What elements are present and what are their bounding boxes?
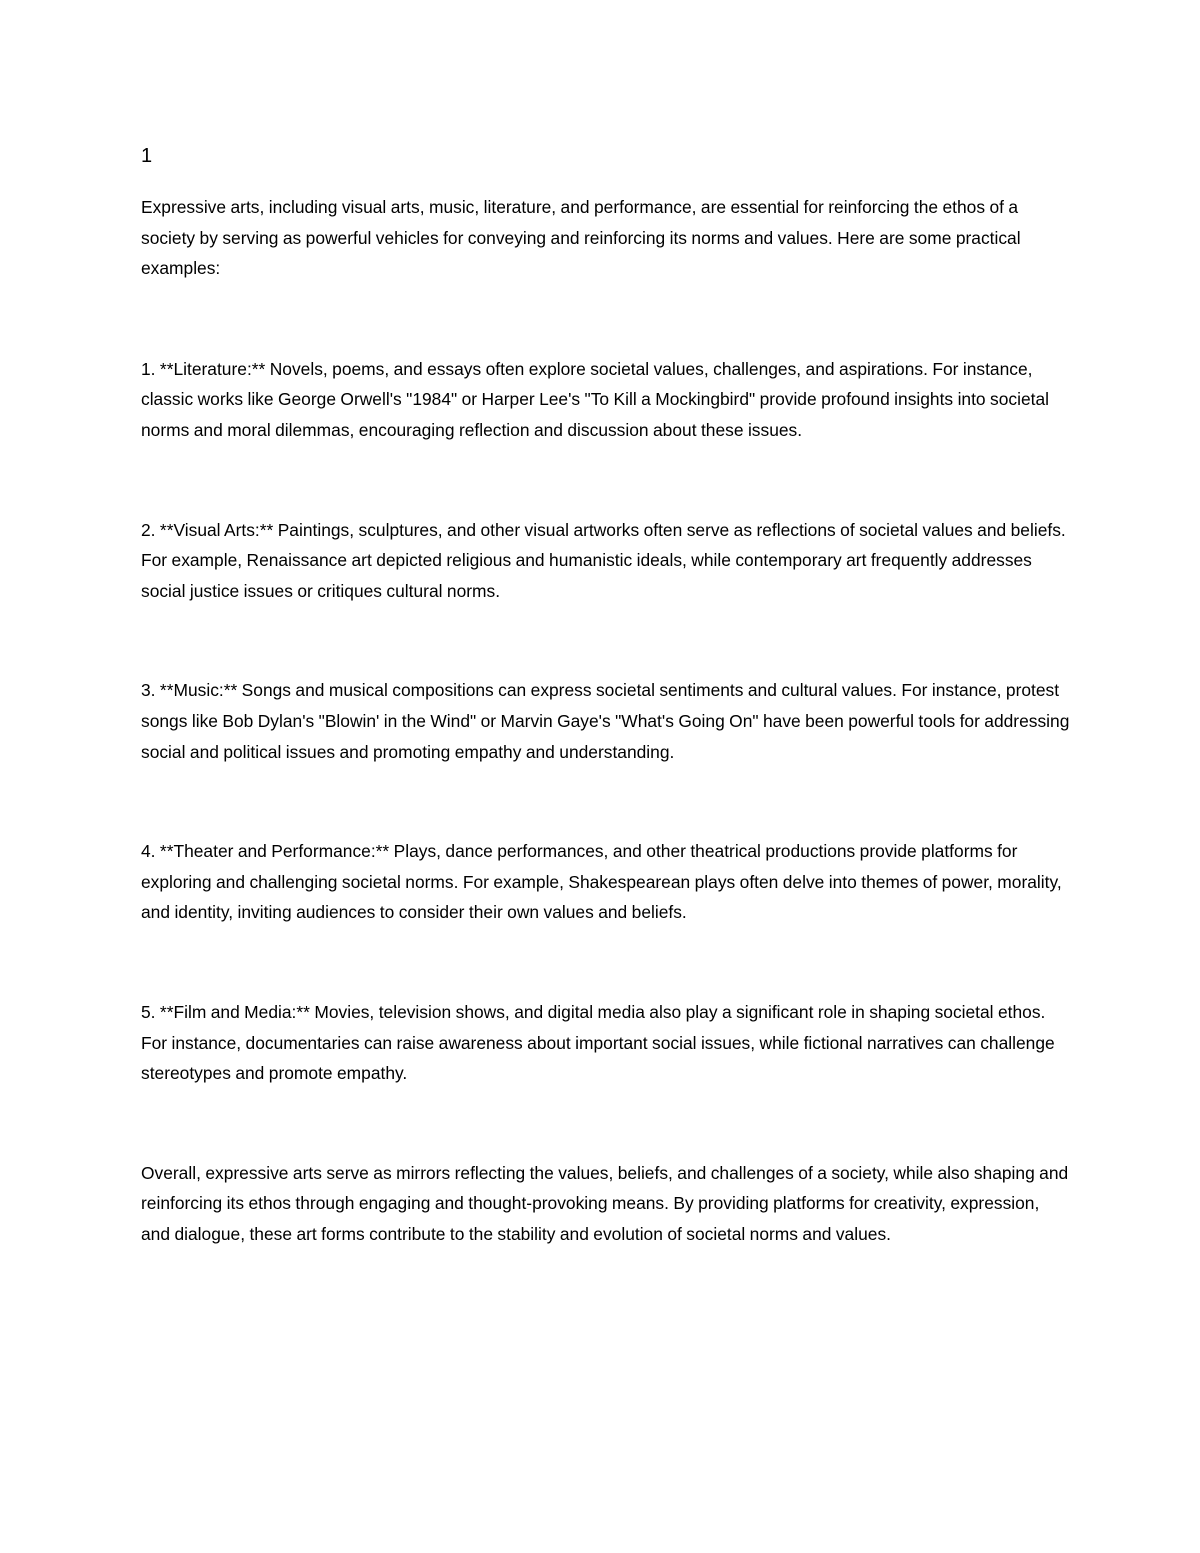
list-item-literature: 1. **Literature:** Novels, poems, and essays often explore societal values, challenges, and aspirations. For instance, classic works like George Orwell's "1984" or Harper Lee's "To Kill a Mockingbird" provide profound insights into societal norms and moral dilemmas, encouraging reflection and discussion about these issues. xyxy=(141,358,1049,440)
list-item-film-media: 5. **Film and Media:** Movies, television shows, and digital media also play a significant role in shaping societal ethos. For instance, documentaries can raise awareness about important social issues, while fictional narratives can challenge stereotypes and promote empathy. xyxy=(141,1001,1055,1084)
list-item-music: 3. **Music:** Songs and musical compositions can express societal sentiments and cultural values. For instance, protest songs like Bob Dylan's "Blowin' in the Wind" or Marvin Gaye's "What's Going On" have been powerful tools for addressing social and political issues and promoting empathy and understanding. xyxy=(141,680,1070,762)
conclusion-paragraph: Overall, expressive arts serve as mirrors reflecting the values, beliefs, and challenges of a society, while also shaping and reinforcing its ethos through engaging and thought-provoking means. By providing platforms for creativity, expression, and dialogue, these art forms contribute to the stability and evolution of societal norms and values. xyxy=(141,1162,1069,1244)
list-item-visual-arts: 2. **Visual Arts:** Paintings, sculptures, and other visual artworks often serve as reflections of societal values and beliefs. For example, Renaissance art depicted religious and humanistic ideals, while contemporary art frequently addresses social justice issues or critiques cultural norms. xyxy=(141,519,1066,601)
document-body xyxy=(141,142,1071,1249)
intro-paragraph: Expressive arts, including visual arts, music, literature, and performance, are essential for reinforcing the ethos of a society by serving as powerful vehicles for conveying and reinforcing its norms and values. Here are some practical examples: xyxy=(141,197,1021,279)
list-item-theater: 4. **Theater and Performance:** Plays, dance performances, and other theatrical productions provide platforms for exploring and challenging societal norms. For example, Shakespearean plays often delve into themes of power, morality, and identity, inviting audiences to consider their own values and beliefs. xyxy=(141,841,1062,923)
page-number: 1 xyxy=(141,145,153,167)
